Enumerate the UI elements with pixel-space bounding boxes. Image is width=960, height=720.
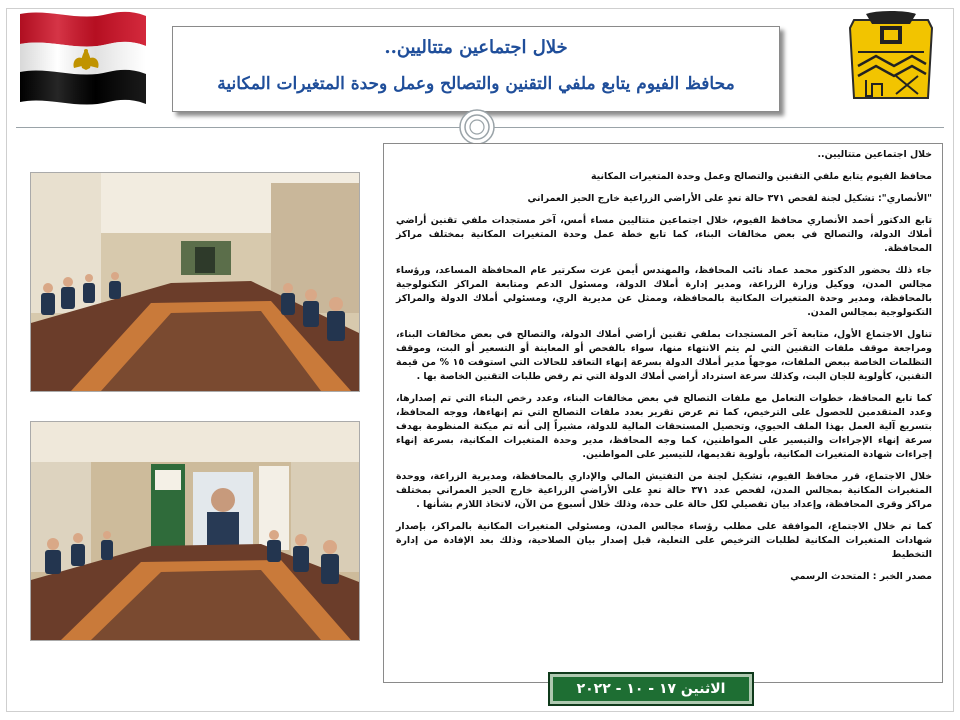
fayoum-emblem-icon [836, 10, 946, 102]
article-source: مصدر الخبر : المتحدث الرسمي [790, 571, 932, 582]
article-paragraph: محافظ الفيوم يتابع ملفي التقنين والتصالح وعمل وحدة المتغيرات المكانية [590, 171, 932, 182]
divider-ornament-icon [452, 107, 502, 147]
meeting-photo-2 [30, 421, 360, 641]
article-paragraph: كما تابع المحافظ، خطوات التعامل مع ملفات التصالح في بعض مخالفات البناء، وعدد رخص البناء التي تم إصدارها، وعدد المتقدمين للحصول على الترخيص، كما تم عرض تقرير بعدد ملفات التصالح التي تم إنهاءها، ووجه المحافظ، بتسريع آلية العمل بهذا الملف الحيوي، وتحصيل المستحقات المالية للدولة، مشيراً إلى أنه تم ميكنة المنظومة بهدف سرعة إنهاء الإجراءات والتيسير على المواطنين، كما وجه المحافظ، مدير وحدة المتغيرات المكانية، بسرعة إنهاء إجراءات شهادة المتغيرات المكانية، بأولوية تقديمها، للتيسير على المواطنين. [396, 393, 932, 460]
article-paragraph: تناول الاجتماع الأول، متابعة آخر المستجدات بملفي تقنين أراضي أملاك الدولة، والتصالح في بعض مخالفات البناء، ومراجعة موقف ملفات التقنين التي لم يتم الانتهاء منها، سواء بالفحص أو المعاينة أو التسعير أو البت، وموقف التظلمات الخاصة ببعض الملفات، موجهاً مدير أملاك الدولة بسرعة إنهاء التعاقد للحالات التي استوفت ١٥ % من قيمة التقنين، كأولوية للجان البت، وكذلك سرعة استرداد أراضي أملاك الدولة التي تم رفض طلبات التقنين الخاصة بها . [396, 329, 932, 382]
date-badge: الاثنين ١٧ - ١٠ - ٢٠٢٢ [548, 672, 754, 706]
headline-line-1: خلال اجتماعين متتاليين.. [384, 37, 568, 58]
meeting-photo-1 [30, 172, 360, 392]
headline-box [172, 26, 780, 112]
article-paragraph: تابع الدكتور أحمد الأنصاري محافظ الفيوم، خلال اجتماعين متتاليين مساء أمس، آخر مستجدات ملفي تقنين أراضي أملاك الدولة، والتصالح في بعض مخالفات البناء، كما تابع خطة عمل وحدة المتغيرات المكانية بمختلف مراكز المحافظة. [396, 215, 932, 254]
headline-line-2: محافظ الفيوم يتابع ملفي التقنين والتصالح وعمل وحدة المتغيرات المكانية [217, 74, 735, 94]
article-paragraph: خلال اجتماعين متتاليين.. [817, 149, 932, 160]
article-paragraph: "الأنصاري": تشكيل لجنة لفحص ٣٧١ حالة تعدٍ على الأراضي الزراعية خارج الحيز العمراني [527, 193, 932, 204]
egypt-flag-icon [18, 8, 148, 108]
article-paragraph: خلال الاجتماع، قرر محافظ الفيوم، تشكيل لجنة من التفتيش المالي والإداري بالمحافظة، ومديرية الزراعة، ووحدة المتغيرات المكانية بمجالس المدن، لفحص عدد ٣٧١ حالة تعدٍ على الأراضي الزراعية خارج الحيز العمراني بمختلف مراكز وقرى المحافظة، وإعداد بيان تفصيلي لكل حالة على حدة، وذلك خلال أسبوع من الآن، لاتخاذ اللازم بشأنها . [396, 471, 932, 510]
article-paragraph: جاء ذلك بحضور الدكتور محمد عماد نائب المحافظ، والمهندس أيمن عزت سكرتير عام المحافظة المساعد، ورؤساء مجالس المدن، ووكيل وزارة الزراعة، ومدير إدارة أملاك الدولة، ومسئول الدعم ومتابعة المراكز التكنولوجية بالمحافظة، ومدير وحدة المتغيرات المكانية بالمحافظة، وممثل عن مديرية الري، ومسئولي أملاك الدولة والمراكز التكنولوجية بمجالس المدن. [396, 265, 932, 318]
article-paragraph: كما تم خلال الاجتماع، الموافقة على مطلب رؤساء مجالس المدن، ومسئولي المتغيرات المكانية بالمراكز، بإصدار شهادات المتغيرات المكانية لطلبات الترخيص على التعلية، قبل إصدار بيان الصلاحية، وذلك بعد الإفادة من إدارة التخطيط [396, 521, 932, 560]
article-body [383, 143, 943, 683]
